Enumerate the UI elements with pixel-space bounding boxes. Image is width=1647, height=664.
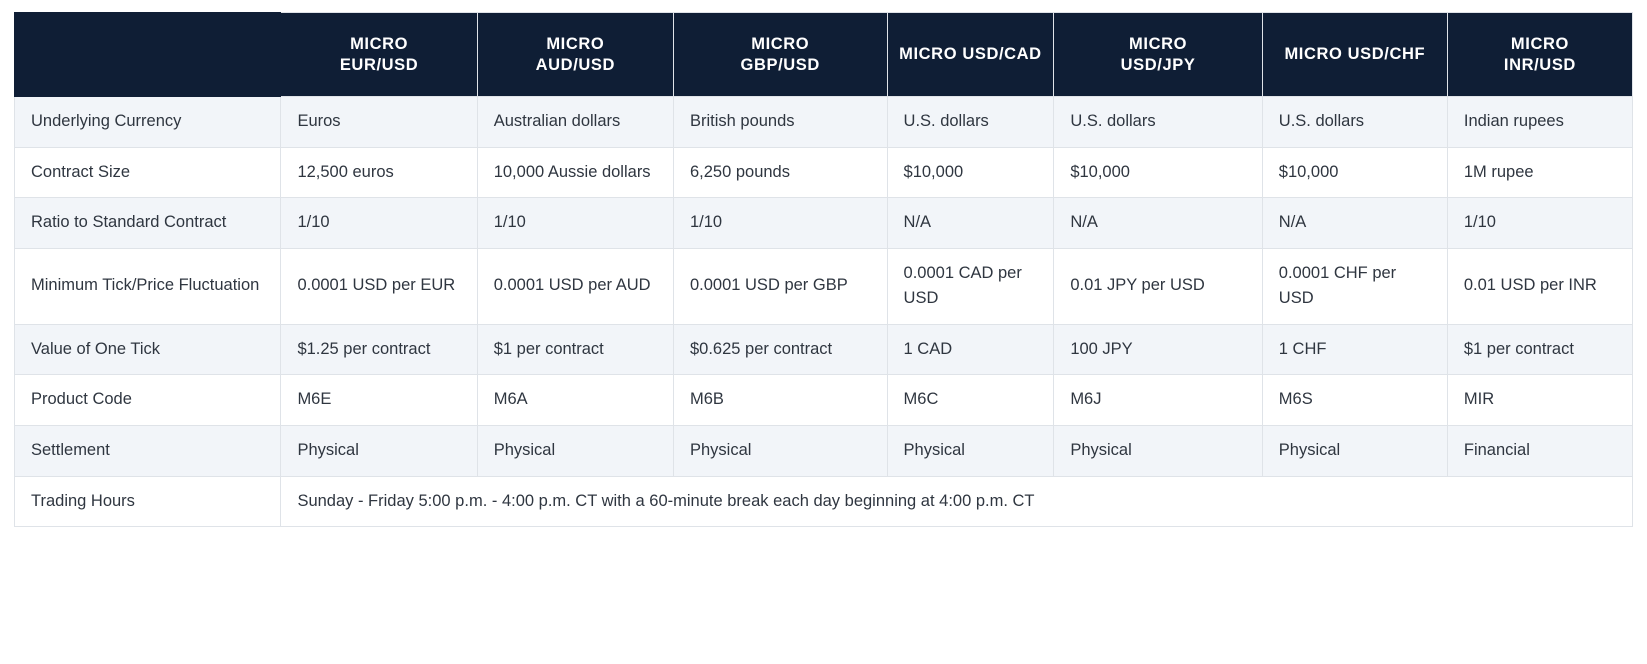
cell-min-tick-eur-usd: 0.0001 USD per EUR <box>281 248 477 324</box>
cell-trading-hours-value: Sunday - Friday 5:00 p.m. - 4:00 p.m. CT with a 60-minute break each day beginning at 4:00 p.m. CT <box>281 476 1633 527</box>
header-line-2: GBP/USD <box>740 55 820 74</box>
cell-min-tick-usd-chf: 0.0001 CHF per USD <box>1262 248 1447 324</box>
table-body <box>15 97 1633 527</box>
cell-underlying-currency-inr-usd: Indian rupees <box>1447 97 1632 148</box>
cell-product-code-gbp-usd: M6B <box>673 375 887 426</box>
cell-min-tick-usd-jpy: 0.01 JPY per USD <box>1054 248 1262 324</box>
header-row <box>15 13 1633 97</box>
table-row <box>15 425 1633 476</box>
cell-tick-value-usd-chf: 1 CHF <box>1262 324 1447 375</box>
table-header <box>15 13 1633 97</box>
cell-contract-size-inr-usd: 1M rupee <box>1447 147 1632 198</box>
currency-futures-spec-table <box>14 12 1633 527</box>
header-cell-usd-jpy <box>1054 13 1262 97</box>
table-row <box>15 324 1633 375</box>
table-row <box>15 147 1633 198</box>
header-line-1: MICRO USD/CAD <box>899 45 1042 64</box>
cell-underlying-currency-eur-usd: Euros <box>281 97 477 148</box>
cell-contract-size-gbp-usd: 6,250 pounds <box>673 147 887 198</box>
cell-tick-value-usd-jpy: 100 JPY <box>1054 324 1262 375</box>
cell-tick-value-aud-usd: $1 per contract <box>477 324 673 375</box>
cell-ratio-usd-cad: N/A <box>887 198 1054 249</box>
header-cell-eur-usd <box>281 13 477 97</box>
cell-underlying-currency-usd-cad: U.S. dollars <box>887 97 1054 148</box>
table-row <box>15 97 1633 148</box>
cell-underlying-currency-aud-usd: Australian dollars <box>477 97 673 148</box>
cell-product-code-usd-cad: M6C <box>887 375 1054 426</box>
row-label-settlement: Settlement <box>15 425 281 476</box>
cell-min-tick-usd-cad: 0.0001 CAD per USD <box>887 248 1054 324</box>
header-cell-usd-chf <box>1262 13 1447 97</box>
header-line-1: MICRO <box>546 34 605 53</box>
cell-product-code-usd-jpy: M6J <box>1054 375 1262 426</box>
cell-tick-value-gbp-usd: $0.625 per contract <box>673 324 887 375</box>
cell-contract-size-aud-usd: 10,000 Aussie dollars <box>477 147 673 198</box>
cell-min-tick-aud-usd: 0.0001 USD per AUD <box>477 248 673 324</box>
header-cell-usd-cad <box>887 13 1054 97</box>
cell-settlement-usd-jpy: Physical <box>1054 425 1262 476</box>
header-line-1: MICRO <box>1510 34 1569 53</box>
cell-underlying-currency-usd-chf: U.S. dollars <box>1262 97 1447 148</box>
header-cell-aud-usd <box>477 13 673 97</box>
row-label-value-of-one-tick: Value of One Tick <box>15 324 281 375</box>
header-line-2: AUD/USD <box>535 55 616 74</box>
row-label-ratio-to-standard-contract: Ratio to Standard Contract <box>15 198 281 249</box>
cell-contract-size-usd-chf: $10,000 <box>1262 147 1447 198</box>
cell-ratio-eur-usd: 1/10 <box>281 198 477 249</box>
header-line-2: INR/USD <box>1503 55 1576 74</box>
row-label-minimum-tick: Minimum Tick/Price Fluctuation <box>15 248 281 324</box>
header-line-1: MICRO <box>350 34 409 53</box>
table-row <box>15 198 1633 249</box>
cell-ratio-gbp-usd: 1/10 <box>673 198 887 249</box>
header-cell-gbp-usd <box>673 13 887 97</box>
header-line-1: MICRO <box>1129 34 1188 53</box>
cell-product-code-aud-usd: M6A <box>477 375 673 426</box>
header-line-1: MICRO <box>751 34 810 53</box>
cell-ratio-aud-usd: 1/10 <box>477 198 673 249</box>
table-row <box>15 248 1633 324</box>
cell-product-code-eur-usd: M6E <box>281 375 477 426</box>
cell-settlement-gbp-usd: Physical <box>673 425 887 476</box>
row-label-contract-size: Contract Size <box>15 147 281 198</box>
cell-min-tick-inr-usd: 0.01 USD per INR <box>1447 248 1632 324</box>
cell-ratio-usd-chf: N/A <box>1262 198 1447 249</box>
header-line-2: USD/JPY <box>1120 55 1196 74</box>
cell-ratio-inr-usd: 1/10 <box>1447 198 1632 249</box>
header-line-2: EUR/USD <box>339 55 419 74</box>
row-label-product-code: Product Code <box>15 375 281 426</box>
cell-settlement-inr-usd: Financial <box>1447 425 1632 476</box>
row-label-underlying-currency: Underlying Currency <box>15 97 281 148</box>
cell-ratio-usd-jpy: N/A <box>1054 198 1262 249</box>
header-cell-inr-usd <box>1447 13 1632 97</box>
table-row-trading-hours <box>15 476 1633 527</box>
table-row <box>15 375 1633 426</box>
cell-product-code-usd-chf: M6S <box>1262 375 1447 426</box>
cell-settlement-eur-usd: Physical <box>281 425 477 476</box>
header-line-1: MICRO USD/CHF <box>1284 45 1426 64</box>
cell-tick-value-usd-cad: 1 CAD <box>887 324 1054 375</box>
cell-contract-size-eur-usd: 12,500 euros <box>281 147 477 198</box>
cell-settlement-usd-chf: Physical <box>1262 425 1447 476</box>
cell-min-tick-gbp-usd: 0.0001 USD per GBP <box>673 248 887 324</box>
cell-underlying-currency-gbp-usd: British pounds <box>673 97 887 148</box>
cell-product-code-inr-usd: MIR <box>1447 375 1632 426</box>
cell-contract-size-usd-cad: $10,000 <box>887 147 1054 198</box>
cell-tick-value-eur-usd: $1.25 per contract <box>281 324 477 375</box>
cell-settlement-usd-cad: Physical <box>887 425 1054 476</box>
cell-tick-value-inr-usd: $1 per contract <box>1447 324 1632 375</box>
cell-underlying-currency-usd-jpy: U.S. dollars <box>1054 97 1262 148</box>
cell-contract-size-usd-jpy: $10,000 <box>1054 147 1262 198</box>
row-label-trading-hours: Trading Hours <box>15 476 281 527</box>
header-cell-corner <box>15 13 281 97</box>
cell-settlement-aud-usd: Physical <box>477 425 673 476</box>
